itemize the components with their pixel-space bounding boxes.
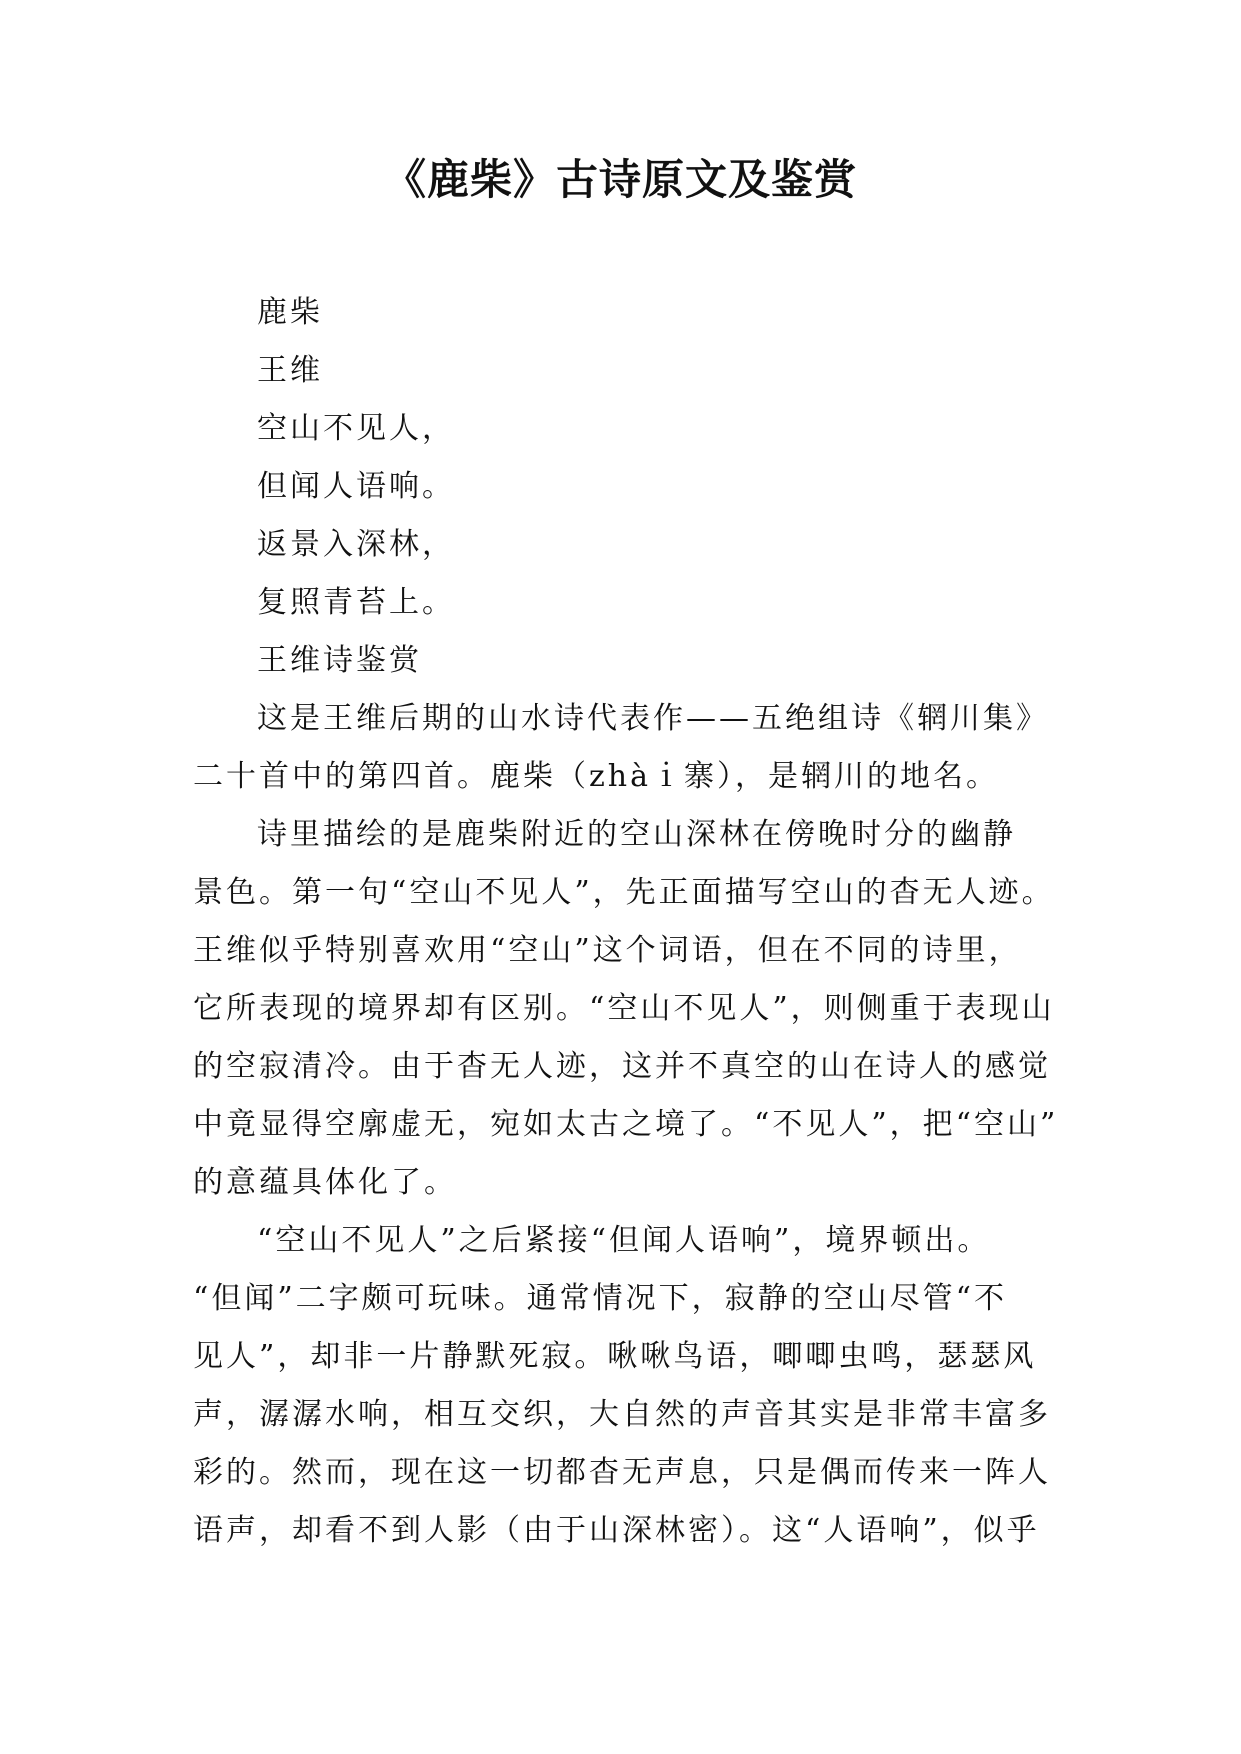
poem-line: 空山不见人， bbox=[257, 411, 455, 446]
paragraph bbox=[193, 690, 1073, 806]
paragraph-line: 它所表现的境界却有区别。“空山不见人”，则侧重于表现山 bbox=[193, 991, 1055, 1026]
poem-line: 但闻人语响。 bbox=[257, 469, 455, 504]
paragraph-line: 的空寂清冷。由于杳无人迹，这并不真空的山在诗人的感觉 bbox=[193, 1049, 1051, 1084]
paragraph bbox=[193, 1212, 1073, 1560]
document-body bbox=[193, 284, 1073, 1560]
paragraph-line: 景色。第一句“空山不见人”，先正面描写空山的杳无人迹。 bbox=[193, 875, 1055, 910]
paragraph-line: 彩的。然而，现在这一切都杳无声息，只是偶而传来一阵人 bbox=[193, 1455, 1051, 1490]
poem-author: 王维 bbox=[257, 353, 323, 388]
document-title: 《鹿柴》古诗原文及鉴赏 bbox=[383, 155, 857, 204]
poem-line: 复照青苔上。 bbox=[257, 585, 455, 620]
paragraph-line: 这是王维后期的山水诗代表作——五绝组诗《辋川集》 bbox=[257, 701, 1049, 736]
paragraph-line: “但闻”二字颇可玩味。通常情况下，寂静的空山尽管“不 bbox=[193, 1281, 1008, 1316]
paragraph-line: 中竟显得空廓虚无，宛如太古之境了。“不见人”，把“空山” bbox=[193, 1107, 1059, 1142]
paragraph-line: 的意蕴具体化了。 bbox=[193, 1165, 457, 1200]
paragraph-line: 诗里描绘的是鹿柴附近的空山深林在傍晚时分的幽静 bbox=[257, 817, 1016, 852]
paragraph bbox=[193, 806, 1073, 1212]
paragraph-line: 二十首中的第四首。鹿柴（zhàｉ寨），是辋川的地名。 bbox=[193, 759, 1000, 794]
paragraph-line: “空山不见人”之后紧接“但闻人语响”，境界顿出。 bbox=[257, 1223, 991, 1258]
paragraph-line: 声，潺潺水响，相互交织，大自然的声音其实是非常丰富多 bbox=[193, 1397, 1051, 1432]
paragraph-line: 语声，却看不到人影（由于山深林密）。这“人语响”，似乎 bbox=[193, 1513, 1040, 1548]
appreciation-heading: 王维诗鉴赏 bbox=[257, 643, 422, 678]
poem-line: 返景入深林， bbox=[257, 527, 455, 562]
poem-title: 鹿柴 bbox=[257, 295, 323, 330]
paragraph-line: 见人”，却非一片静默死寂。啾啾鸟语，唧唧虫鸣，瑟瑟风 bbox=[193, 1339, 1037, 1374]
paragraph-line: 王维似乎特别喜欢用“空山”这个词语，但在不同的诗里， bbox=[193, 933, 1022, 968]
